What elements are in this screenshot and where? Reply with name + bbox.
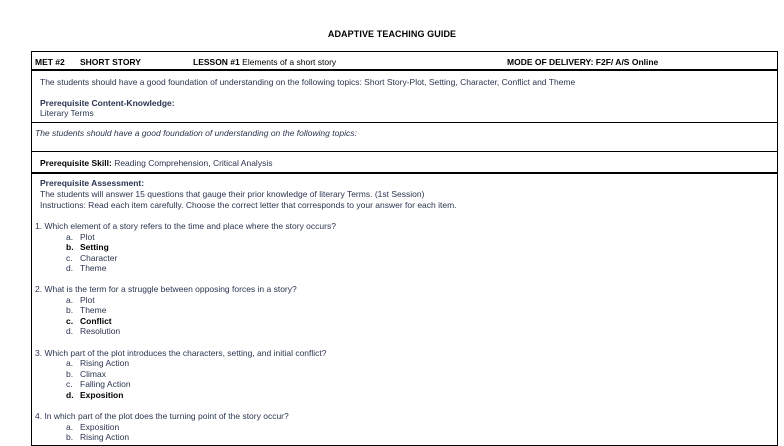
q1-option-d: d. Theme	[66, 263, 107, 273]
question-4: 4. In which part of the plot does the turning point of the story occur?	[35, 411, 289, 421]
story-label: SHORT STORY	[80, 57, 141, 67]
q1-option-c: c. Character	[66, 253, 118, 263]
question-2: 2. What is the term for a struggle between opposing forces in a story?	[35, 284, 297, 294]
question-3: 3. Which part of the plot introduces the characters, setting, and initial conflict?	[35, 348, 327, 358]
q3-option-b: b. Climax	[66, 369, 106, 379]
section1-intro: The students should have a good foundation of understanding on the following topics: Short Story-Plot, Setting, Character, Conflict and Theme	[40, 77, 576, 87]
divider-section3	[31, 172, 778, 174]
q4-option-b: b. Rising Action	[66, 432, 130, 442]
prereq-content-value: Literary Terms	[40, 108, 94, 118]
table-frame	[31, 51, 778, 446]
prereq-content-label: Prerequisite Content-Knowledge:	[40, 98, 175, 108]
question-1: 1. Which element of a story refers to the time and place where the story occurs?	[35, 221, 336, 231]
q3-option-c: c. Falling Action	[66, 379, 131, 389]
lesson-cell	[193, 57, 336, 67]
section2-intro: The students should have a good foundation of understanding on the following topics:	[35, 128, 357, 138]
assessment-line1: The students will answer 15 questions that gauge their prior knowledge of literary Terms. (1st Session)	[40, 189, 425, 199]
divider-header	[31, 69, 778, 71]
q3-option-d-answer: d. Exposition	[66, 390, 124, 400]
q2-option-d: d. Resolution	[66, 326, 121, 336]
assessment-label: Prerequisite Assessment:	[40, 178, 145, 188]
lesson-label: LESSON #1	[193, 57, 240, 67]
lesson-title: Elements of a short story	[242, 57, 337, 67]
mode-of-delivery: MODE OF DELIVERY: F2F/ A/S Online	[507, 57, 659, 67]
assessment-instructions: Instructions: Read each item carefully. Choose the correct letter that corresponds to your answer for each item.	[40, 200, 457, 210]
q1-option-a: a. Plot	[66, 232, 95, 242]
q1-option-b-answer: b. Setting	[66, 242, 109, 252]
q2-option-b: b. Theme	[66, 305, 107, 315]
prereq-skill-label: Prerequisite Skill:	[40, 158, 112, 168]
q3-option-a: a. Rising Action	[66, 358, 130, 368]
q2-option-a: a. Plot	[66, 295, 95, 305]
prereq-skill	[40, 158, 272, 168]
prereq-skill-value: Reading Comprehension, Critical Analysis	[114, 158, 273, 168]
document-title: ADAPTIVE TEACHING GUIDE	[327, 29, 457, 39]
met-number: MET #2	[35, 57, 65, 67]
divider-section2	[31, 151, 778, 152]
q2-option-c-answer: c. Conflict	[66, 316, 112, 326]
divider-section1	[31, 122, 778, 123]
q4-option-a: a. Exposition	[66, 422, 120, 432]
